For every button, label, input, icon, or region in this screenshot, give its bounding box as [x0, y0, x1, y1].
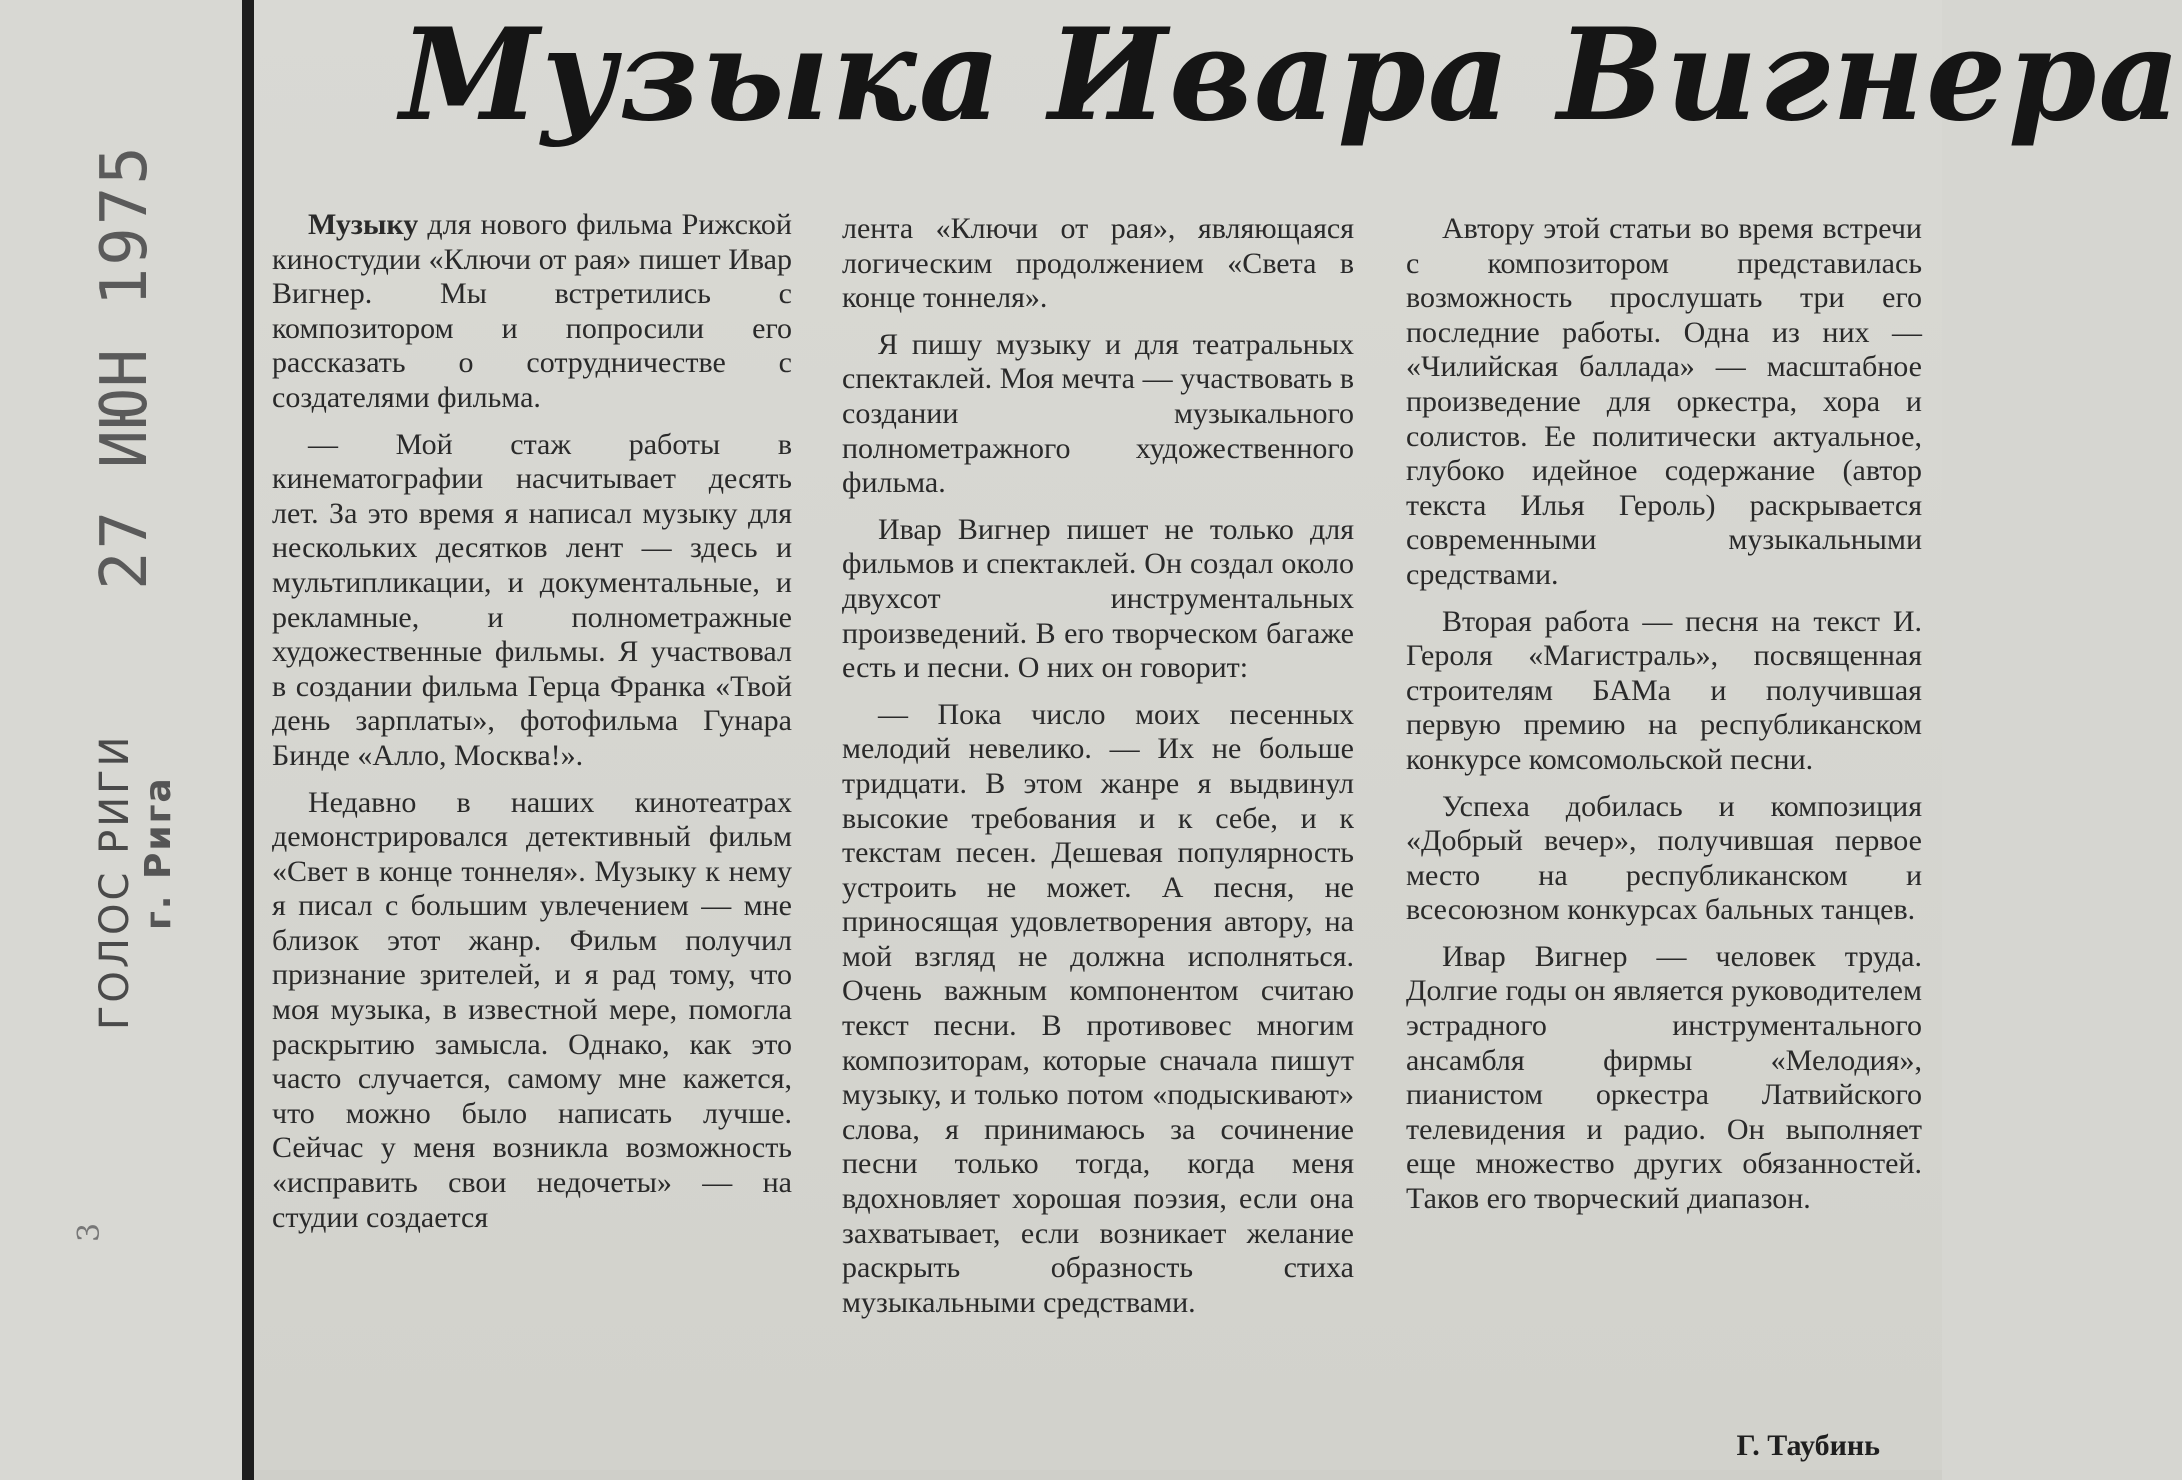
- source-stamp: ГОЛОС РИГИ: [92, 733, 138, 1030]
- paragraph: [1406, 940, 1922, 1217]
- paragraph: [272, 428, 792, 774]
- paragraph: [1406, 605, 1922, 778]
- paragraph-text: лента «Ключи от рая», являющаяся логическим продолжением «Света в конце тоннеля».: [842, 212, 1354, 315]
- paragraph: [842, 698, 1354, 1321]
- paragraph: [1406, 790, 1922, 928]
- paragraph-text: Успеха добилась и композиция «Добрый вечер», получившая первое место на республиканском и всесоюзном конкурсах бальных танцев.: [1406, 789, 1922, 927]
- margin-mark: 3: [72, 1222, 108, 1243]
- article-column-1: [272, 208, 792, 1247]
- date-stamp: 27 ИЮН 1975: [88, 144, 162, 590]
- paragraph-text: — Пока число моих песенных мелодий невелико. — Их не больше тридцати. В этом жанре я выдвинул высокие требования и к себе, и к текстам песен. Дешевая популярность устроить не может. А песня, не приносящая удовлетворения автору, на мой взгляд не должна исполняться. Очень важным компонентом считаю текст песни. В противовес многим композиторам, которые сначала пишут музыку, и только потом «подыскивают» слова, я принимаюсь за сочинение песни только тогда, когда меня вдохновляет хорошая поэзия, если она захватывает, если возникает желание раскрыть образность стиха музыкальными средствами.: [842, 697, 1354, 1319]
- paragraph: [842, 212, 1354, 316]
- paragraph-text: Ивар Вигнер пишет не только для фильмов и спектаклей. Он создал около двухсот инструментальных произведений. В его творческом багаже есть и песни. О них он говорит:: [842, 512, 1354, 685]
- article-column-2: [842, 212, 1354, 1332]
- article-title: Музыка Ивара Вигнера: [400, 1, 2182, 149]
- paragraph: [272, 208, 792, 416]
- paragraph-text: Вторая работа — песня на текст И. Героля «Магистраль», посвященная строителям БАМа и получившая первую премию на республиканском конкурсе комсомольской песни.: [1406, 604, 1922, 776]
- paragraph: [842, 328, 1354, 501]
- bottom-edge: [254, 1470, 1942, 1480]
- paragraph-text: для нового фильма Рижской киностудии «Ключи от рая» пишет Ивар Вигнер. Мы встретились с композитором и попросили его рассказать о сотрудничестве с создателями фильма.: [272, 208, 792, 414]
- vertical-rule: [242, 0, 254, 1480]
- lead-word: Музыку: [308, 208, 419, 241]
- paragraph-text: Я пишу музыку и для театральных спектаклей. Моя мечта — участвовать в создании музыкального полнометражного художественного фильма.: [842, 327, 1354, 500]
- paragraph-text: — Мой стаж работы в кинематографии насчитывает десять лет. За это время я написал музыку для нескольких десятков лент — здесь и мультипликации, и документальные, и рекламные, и полнометражные художественные фильмы. Я участвовал в создании фильма Герца Франка «Твой день зарплаты», фотофильма Гунара Бинде «Алло, Москва!».: [272, 427, 792, 772]
- paragraph-text: Автору этой статьи во время встречи с композитором представилась возможность прослушать три его последние работы. Одна из них — «Чилийская баллада» — масштабное произведение для оркестра, хора и солистов. Ее политически актуальное, глубоко идейное содержание (автор текста Илья Героль) раскрывается современными музыкальными средствами.: [1406, 212, 1922, 591]
- city-stamp: г. Рига: [138, 776, 179, 930]
- paragraph: [1406, 212, 1922, 593]
- paragraph-text: Недавно в наших кинотеатрах демонстрировался детективный фильм «Свет в конце тоннеля». Музыку к нему я писал с большим увлечением — мне близок этот жанр. Фильм получил признание зрителей, и я рад тому, что моя музыка, в известной мере, помогла раскрытию замысла. Однако, как это часто случается, самому мне кажется, что можно было написать лучше. Сейчас у меня возникла возможность «исправить свои недочеты» — на студии создается: [272, 785, 792, 1234]
- author-signature: Г. Таубинь: [1736, 1429, 1880, 1462]
- paragraph: [272, 786, 792, 1236]
- article-column-3: [1406, 212, 1922, 1229]
- paragraph: [842, 513, 1354, 686]
- paragraph-text: Ивар Вигнер — человек труда. Долгие годы он является руководителем эстрадного инструментального ансамбля фирмы «Мелодия», пианистом оркестра Латвийского телевидения и радио. Он выполняет еще множество других обязанностей. Таков его творческий диапазон.: [1406, 939, 1922, 1216]
